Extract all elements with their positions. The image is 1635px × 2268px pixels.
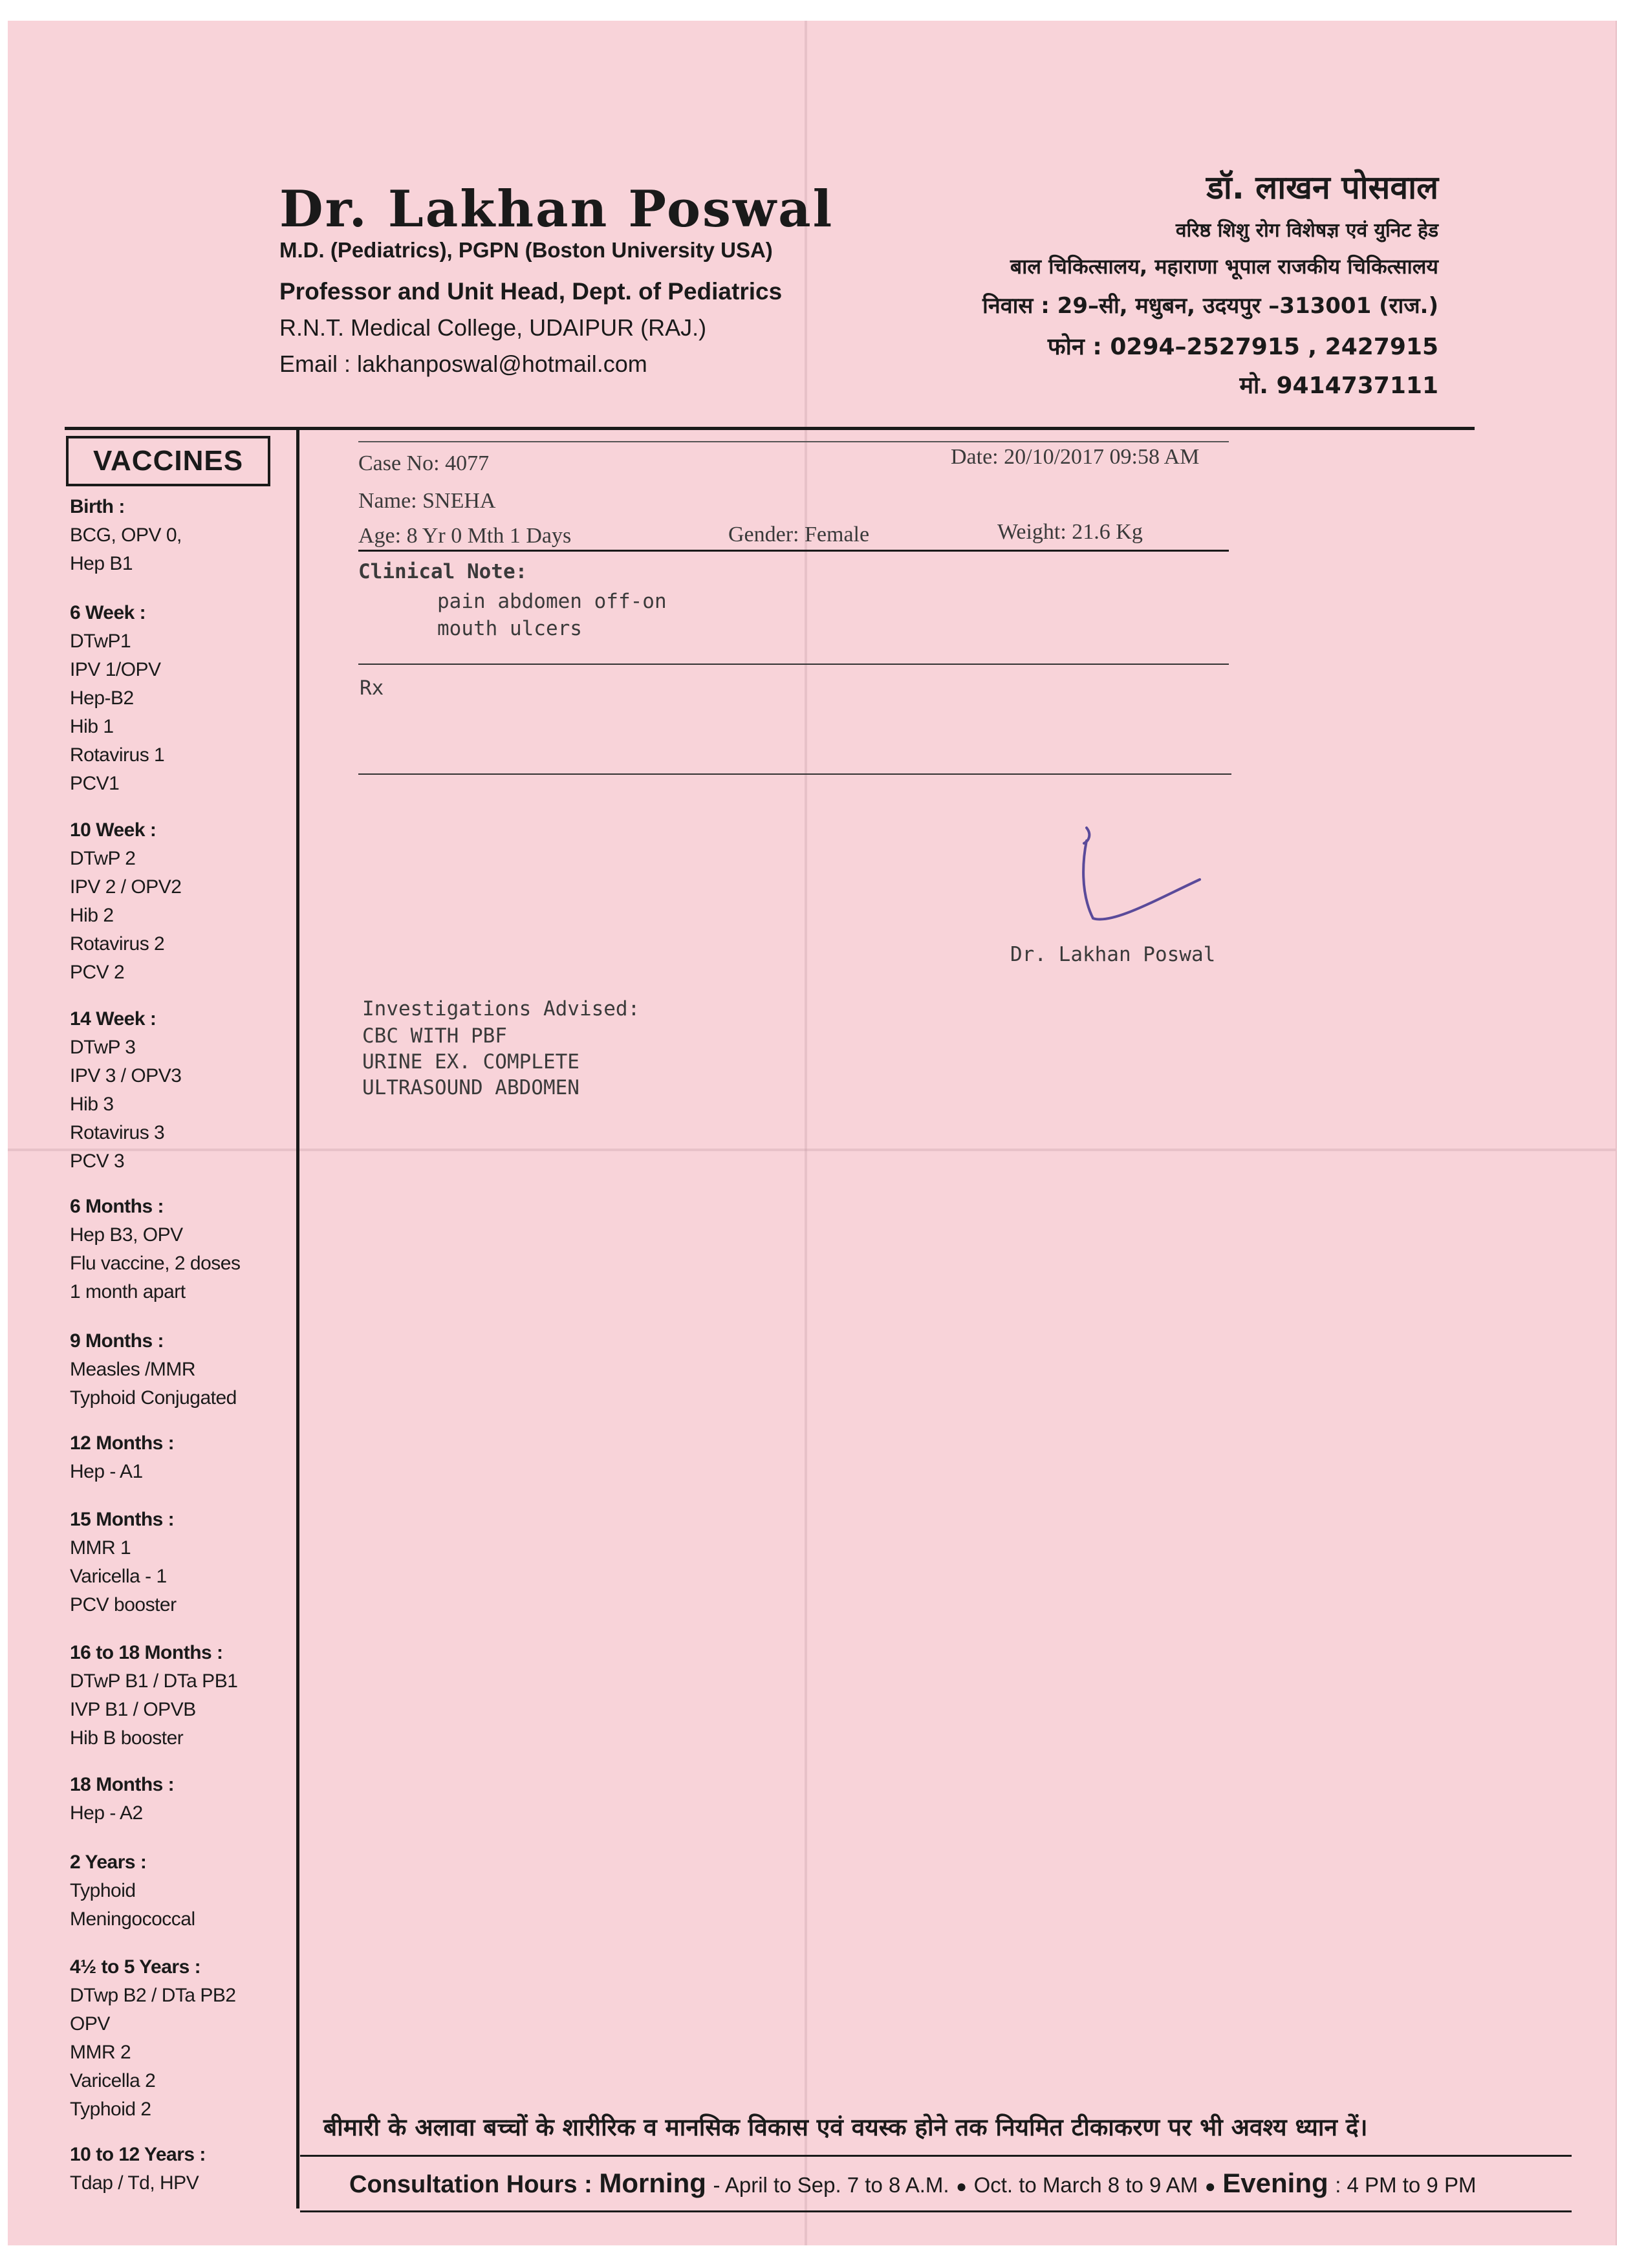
doctor-position: Professor and Unit Head, Dept. of Pediatrics [279, 278, 783, 305]
vaccine-group [70, 1771, 174, 1828]
vaccine-group [70, 1327, 237, 1412]
vaccine-item: PCV1 [70, 773, 120, 794]
vaccines-heading: VACCINES [66, 436, 270, 486]
vaccine-item: Hib 2 [70, 905, 114, 926]
vaccine-item: Varicella - 1 [70, 1566, 167, 1587]
doctor-institution: R.N.T. Medical College, UDAIPUR (RAJ.) [279, 314, 707, 341]
vaccine-item: Typhoid [70, 1880, 136, 1901]
vaccine-group [70, 1506, 177, 1619]
vaccine-group [70, 599, 164, 798]
vaccine-item: Hep-B2 [70, 687, 134, 709]
vaccine-group-title: 9 Months : [70, 1330, 164, 1352]
vaccine-item: DTwP B1 / DTa PB1 [70, 1670, 238, 1692]
consultation-hours [349, 2168, 1476, 2199]
hours-label: Consultation Hours : [349, 2171, 592, 2198]
vaccine-item: Meningococcal [70, 1908, 195, 1930]
rx-label: Rx [360, 676, 384, 700]
morning-times-winter: Oct. to March 8 to 9 AM [973, 2173, 1198, 2197]
evening-times: : 4 PM to 9 PM [1335, 2173, 1477, 2197]
vaccine-item: Tdap / Td, HPV [70, 2172, 199, 2194]
bullet-icon: ● [956, 2176, 968, 2196]
vaccine-item: MMR 1 [70, 1537, 131, 1559]
signature-name: Dr. Lakhan Poswal [1010, 943, 1216, 966]
vaccine-group [70, 1005, 181, 1176]
vaccine-item: BCG, OPV 0, [70, 524, 182, 546]
vaccine-group [70, 1639, 237, 1753]
patient-gender: Gender: Female [728, 523, 870, 546]
case-number: Case No: 4077 [358, 451, 490, 475]
vaccine-item: DTwP 3 [70, 1037, 136, 1058]
vaccine-item: Rotavirus 1 [70, 744, 165, 766]
vaccine-group [70, 1429, 174, 1486]
vaccine-group-title: Birth : [70, 496, 125, 517]
vaccine-item: OPV [70, 2013, 110, 2035]
morning-times: - April to Sep. 7 to 8 A.M. [713, 2173, 949, 2197]
vaccine-group [70, 1848, 195, 1934]
footer-top-rule [300, 2155, 1572, 2157]
vaccine-group-title: 2 Years : [70, 1852, 147, 1873]
mobile-hindi: मो. 9414737111 [1239, 373, 1438, 399]
vaccine-item: IPV 2 / OPV2 [70, 876, 182, 898]
investigation-item: CBC WITH PBF [362, 1024, 507, 1048]
morning-label: Morning [599, 2168, 706, 2198]
phone-hindi: फोन : 0294–2527915 , 2427915 [1047, 334, 1438, 360]
fold-line [805, 21, 807, 2245]
vaccine-group-title: 15 Months : [70, 1509, 175, 1530]
vaccine-group-title: 4½ to 5 Years : [70, 1956, 201, 1978]
vaccine-item: DTwp B2 / DTa PB2 [70, 1985, 236, 2006]
vaccine-group [70, 816, 181, 987]
footer-bottom-rule [300, 2210, 1572, 2212]
vaccine-item: 1 month apart [70, 1281, 186, 1302]
vaccine-group-title: 14 Week : [70, 1008, 157, 1030]
vaccine-group-title: 18 Months : [70, 1774, 175, 1795]
vaccine-group-title: 10 to 12 Years : [70, 2144, 206, 2165]
vaccine-item: IPV 3 / OPV3 [70, 1065, 182, 1086]
vaccine-item: Hep B3, OPV [70, 1224, 183, 1246]
doctor-name-hindi: डॉ. लाखन पोसवाल [1206, 169, 1438, 206]
vaccine-item: Rotavirus 3 [70, 1122, 165, 1143]
vaccine-item: DTwP1 [70, 631, 131, 652]
bullet-icon: ● [1204, 2176, 1216, 2196]
doctor-name: Dr. Lakhan Poswal [279, 180, 834, 239]
email-address: lakhanposwal@hotmail.com [357, 351, 647, 377]
doctor-email [279, 351, 647, 378]
vaccine-group [70, 1953, 236, 2124]
evening-label: Evening [1222, 2168, 1328, 2198]
vaccine-item: PCV 3 [70, 1150, 125, 1172]
vaccine-item: IPV 1/OPV [70, 659, 161, 680]
visit-date: Date: 20/10/2017 09:58 AM [951, 445, 1200, 469]
doctor-title-hindi: वरिष्ठ शिशु रोग विशेषज्ञ एवं युनिट हेड [1175, 219, 1438, 242]
address-hindi: निवास : 29–सी, मधुबन, उदयपुर –313001 (राज.) [982, 293, 1438, 319]
vaccine-item: Flu vaccine, 2 doses [70, 1253, 241, 1274]
vaccine-group-title: 6 Week : [70, 602, 146, 623]
clinical-note-label: Clinical Note: [358, 560, 528, 583]
vaccine-item: Typhoid 2 [70, 2099, 151, 2120]
vaccine-group [70, 493, 182, 578]
vaccine-item: Hep - A1 [70, 1461, 143, 1482]
vaccine-item: Measles /MMR [70, 1359, 196, 1380]
investigations-label: Investigations Advised: [362, 997, 640, 1021]
vaccine-group-title: 10 Week : [70, 819, 157, 841]
vaccine-item: Varicella 2 [70, 2070, 156, 2091]
vaccine-group-title: 16 to 18 Months : [70, 1642, 223, 1663]
vaccine-item: Hib 1 [70, 716, 114, 737]
patient-top-rule [358, 441, 1229, 442]
patient-weight: Weight: 21.6 Kg [997, 520, 1143, 544]
patient-bottom-rule [358, 550, 1229, 552]
vaccine-item: Typhoid Conjugated [70, 1387, 237, 1409]
clinical-rule [358, 664, 1229, 665]
vaccine-group-title: 6 Months : [70, 1196, 164, 1217]
vaccine-group-title: 12 Months : [70, 1432, 175, 1454]
hospital-hindi: बाल चिकित्सालय, महाराणा भूपाल राजकीय चिकित्सालय [1010, 254, 1438, 279]
patient-age: Age: 8 Yr 0 Mth 1 Days [358, 524, 572, 548]
vaccine-item: Hep B1 [70, 553, 133, 574]
vaccine-item: PCV booster [70, 1594, 177, 1615]
clinical-note-line: pain abdomen off-on [437, 590, 667, 613]
investigation-item: ULTRASOUND ABDOMEN [362, 1076, 579, 1099]
vaccine-item: DTwP 2 [70, 848, 136, 869]
vaccine-item: Hib B booster [70, 1727, 184, 1749]
vaccine-item: PCV 2 [70, 962, 125, 983]
vaccine-item: IVP B1 / OPVB [70, 1699, 196, 1720]
footer-hindi-note: बीमारी के अलावा बच्चों के शारीरिक व मानसिक विकास एवं वयस्क होने तक नियमित टीकाकरण पर भी अवश्य ध्यान दें। [323, 2113, 1368, 2141]
rx-rule [358, 773, 1231, 775]
doctor-qualification: M.D. (Pediatrics), PGPN (Boston University USA) [279, 238, 773, 262]
header-rule [65, 427, 1475, 430]
signature-mark [1061, 821, 1216, 938]
vaccine-item: Hib 3 [70, 1094, 114, 1115]
fold-line [8, 1149, 1616, 1151]
vaccine-item: Hep - A2 [70, 1802, 143, 1824]
patient-name: Name: SNEHA [358, 489, 496, 513]
clinical-note-line: mouth ulcers [437, 617, 582, 640]
sidebar-divider [296, 430, 299, 2209]
vaccine-item: Rotavirus 2 [70, 933, 165, 955]
vaccine-item: MMR 2 [70, 2042, 131, 2063]
vaccine-group [70, 1193, 240, 1306]
investigation-item: URINE EX. COMPLETE [362, 1050, 579, 1074]
email-label: Email : [279, 351, 351, 377]
vaccine-group [70, 2141, 206, 2198]
